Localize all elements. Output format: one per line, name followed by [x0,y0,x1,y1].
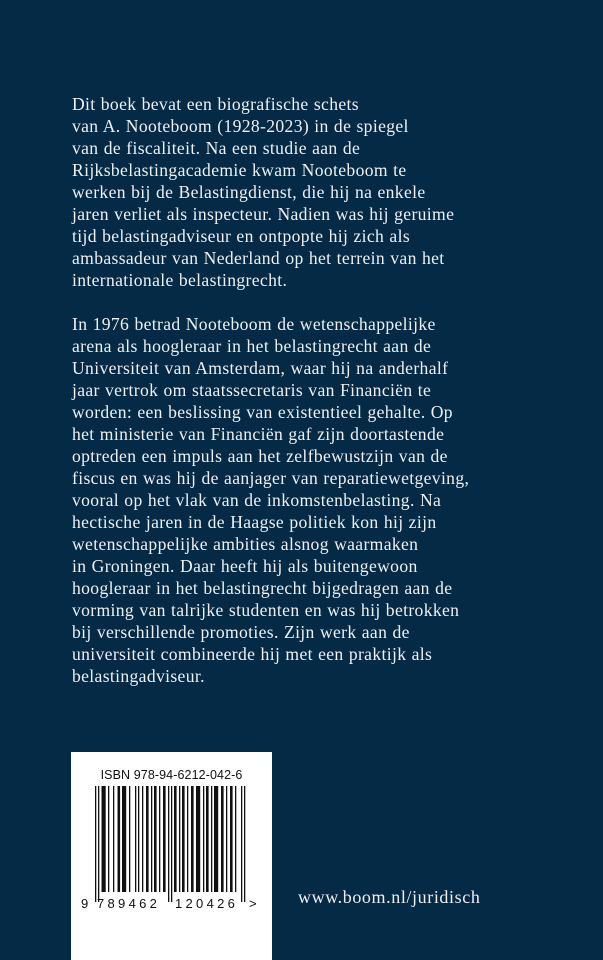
blurb-line: het ministerie van Financiën gaf zijn doortastende [72,424,445,444]
blurb-line: In 1976 betrad Nooteboom de wetenschappelijke [72,314,436,334]
blurb-line: jaren verliet als inspecteur. Nadien was hij geruime [72,204,455,224]
blurb-line: ambassadeur van Nederland op het terrein van het [72,248,445,268]
ean-left-group: 789462 [97,896,161,911]
ean-first-digit: 9 [81,896,92,911]
barcode-icon [91,786,257,902]
blurb-line: belastingadviseur. [72,666,205,686]
ean-digits [71,896,272,916]
blurb-line: tijd belastingadviseur en ontpopte hij zich als [72,226,411,246]
blurb-line: universiteit combineerde hij met een praktijk als [72,644,433,664]
blurb-paragraph-1 [72,93,572,291]
blurb-line: optreden een impuls aan het zelfbewustzijn van de [72,446,448,466]
blurb-paragraph-2 [72,313,572,687]
blurb-line: Dit boek bevat een biografische schets [72,94,359,114]
blurb-line: van A. Nooteboom (1928-2023) in de spiegel [72,116,409,136]
blurb-line: fiscus en was hij de aanjager van reparatiewetgeving, [72,468,470,488]
quiet-zone-marker: > [249,896,260,911]
blurb-line: bij verschillende promoties. Zijn werk aan de [72,622,410,642]
blurb-line: arena als hoogleraar in het belastingrecht aan de [72,336,432,356]
blurb-line: vooral op het vlak van de inkomstenbelasting. Na [72,490,442,510]
ean-right-group: 120426 [175,896,239,911]
blurb-line: wetenschappelijke ambities alsnog waarmaken [72,534,419,554]
blurb-line: van de fiscaliteit. Na een studie aan de [72,138,361,158]
blurb-line: Universiteit van Amsterdam, waar hij na anderhalf [72,358,449,378]
blurb-line: jaar vertrok om staatssecretaris van Financiën te [72,380,432,400]
isbn-barcode-block [71,752,272,960]
blurb-line: Rijksbelastingacademie kwam Nooteboom te [72,160,407,180]
blurb-line: in Groningen. Daar heeft hij als buitengewoon [72,556,418,576]
blurb-line: internationale belastingrecht. [72,270,288,290]
blurb-line: worden: een beslissing van existentieel gehalte. Op [72,402,453,422]
publisher-url: www.boom.nl/juridisch [298,887,481,907]
blurb-line: werken bij de Belastingdienst, die hij na enkele [72,182,426,202]
blurb-line: hoogleraar in het belastingrecht bijgedragen aan de [72,578,453,598]
blurb-line: vorming van talrijke studenten en was hij betrokken [72,600,460,620]
isbn-label: ISBN 978-94-6212-042-6 [100,768,243,782]
blurb-line: hectische jaren in de Haagse politiek kon hij zijn [72,512,437,532]
book-blurb [72,93,572,687]
